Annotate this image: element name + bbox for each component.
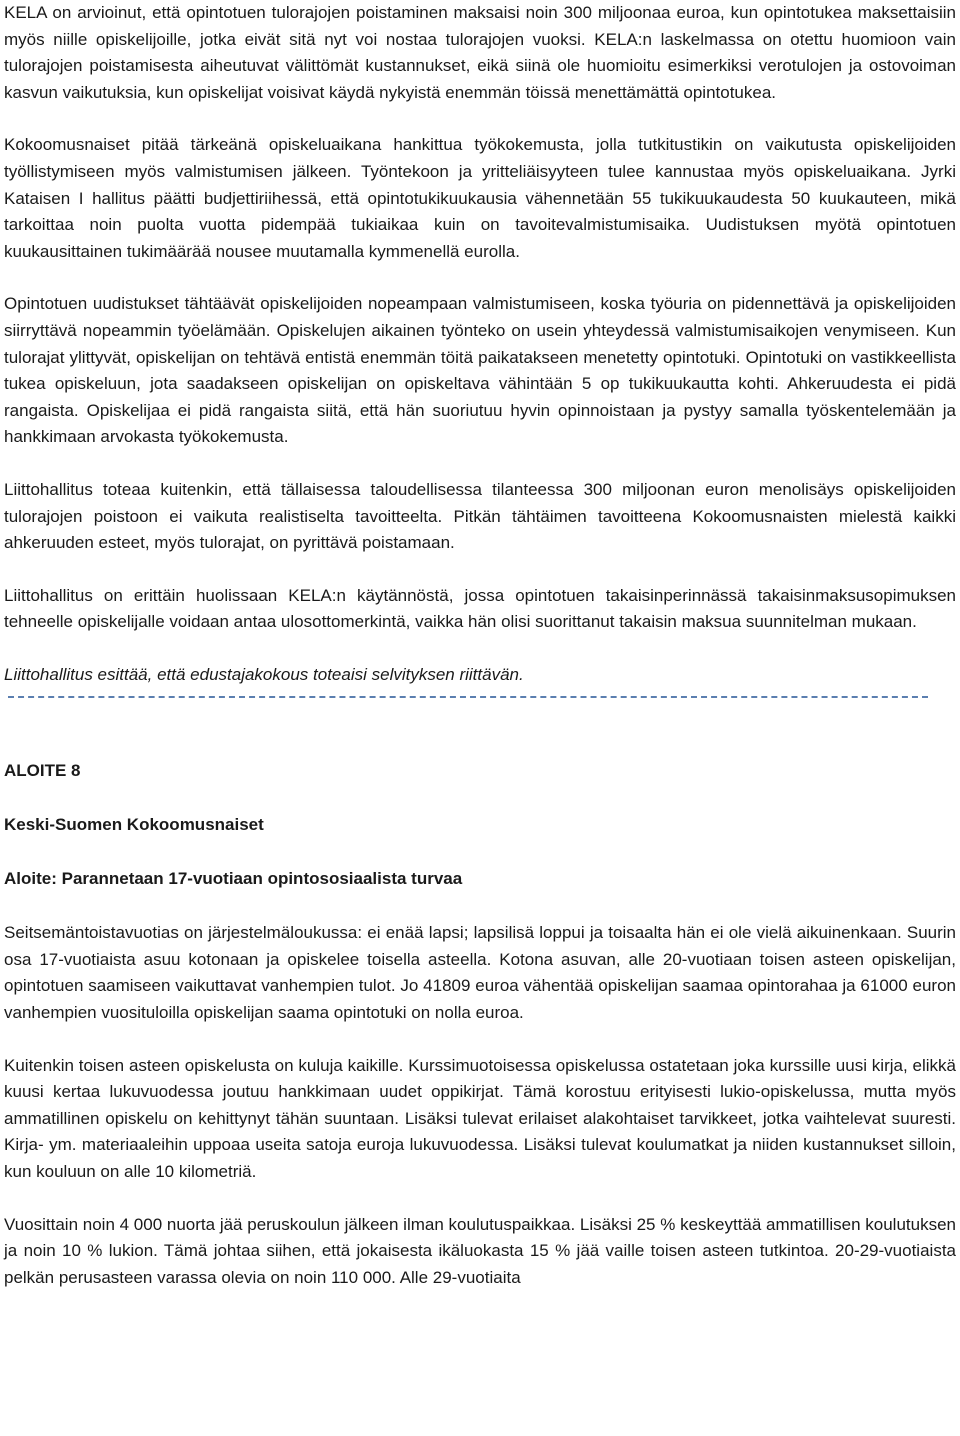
paragraph-dropout-stats: Vuosittain noin 4 000 nuorta jää peruskoulun jälkeen ilman koulutuspaikkaa. Lisäksi 25 % keskeyttää ammatillisen koulutuksen ja noin 10 % lukion. Tämä johtaa siihen, että jokaisesta ikäluokasta 15 % jää vaille toisen asteen tutkintoa. 20-29-vuotiaista pelkän perusasteen varassa olevia on noin 110 000. Alle 29-vuotiaita: [4, 1214, 956, 1287]
paragraph-seventeen-year-olds: Seitsemäntoistavuotias on järjestelmäloukussa: ei enää lapsi; lapsilisä loppui ja toisaalta hän ei ole vielä aikuinenkaan. Suurin osa 17-vuotiaista asuu kotonaan ja opiskelee toisella asteella. Kotona asuvan, alle 20-vuotiaan toisen asteen opiskelijan, opintotuen saamiseen vaikuttavat vanhempien tulot. Jo 41809 euroa vähentää opiskelijan saamaa opintorahaa ja 61000 euron vanhempien vuosituloilla opiskelijan saama opintotuki on nolla euroa.: [4, 923, 956, 1023]
paragraph-work-experience: Kokoomusnaiset pitää tärkeänä opiskeluaikana hankittua työkokemusta, jolla tutkitustikin on vaikutusta opiskelijoiden työllistymiseen myös valmistumisen jälkeen. Työntekoon ja yritteliäisyyteen tulee kannustaa myös opiskeluaikana. Jyrki Kataisen I hallitus päätti budjettiriihessä, että opintotukikuukausia vähennetään 55 tukikuukaudesta 50 kuukauteen, mikä tarkoittaa noin puolta vuotta pidempää tukiaikaa kuin on tavoitevalmistumisaika. Uudistuksen myötä opintotuen kuukausittainen tukimäärää nousee muutamalla kymmenellä eurolla.: [4, 135, 956, 261]
motion-title: Aloite: Parannetaan 17-vuotiaan opintososiaalista turvaa: [4, 868, 463, 888]
paragraph-tuloraja-cost: KELA on arvioinut, että opintotuen tulorajojen poistaminen maksaisi noin 300 miljoonaa euroa, kun opintotukea maksettaisiin myös niille opiskelijoille, jotka eivät sitä nyt voi nostaa tulorajojen vuoksi. KELA:n laskelmassa on otettu huomioon vain tulorajojen poistamisesta aiheutuvat välittömät kustannukset, eikä siinä ole huomioitu esimerkiksi verotulojen ja ostovoiman kasvun vaikutuksia, kun opiskelijat voisivat käydä nykyistä enemmän töissä menettämättä opintotukea.: [4, 3, 956, 102]
document-page: [4, 0, 956, 1291]
motion-proposer: Keski-Suomen Kokoomusnaiset: [4, 815, 264, 835]
section-divider: [8, 696, 928, 698]
paragraph-study-costs: Kuitenkin toisen asteen opiskelusta on kuluja kaikille. Kurssimuotoisessa opiskelussa ostatetaan joka kurssille uusi kirja, elikkä kuusi kertaa lukuvuodessa joutuu hankkimaan uudet oppikirjat. Tämä korostuu erityisesti lukio-opiskelussa, mutta myös ammatillinen opiskelu on kehittynyt tähän suuntaan. Lisäksi tulevat erilaiset alakohtaiset tarvikkeet, jotka vaihtelevat suuresti. Kirja- ym. materiaaleihin uppoaa useita satoja euroja lukuvuodessa. Lisäksi tulevat koulumatkat ja niiden kustannukset silloin, kun kouluun on alle 10 kilometriä.: [4, 1055, 956, 1181]
board-conclusion: Liittohallitus esittää, että edustajakokous toteaisi selvityksen riittävän.: [4, 664, 524, 684]
motion-header: [4, 758, 956, 892]
paragraph-board-statement: Liittohallitus toteaa kuitenkin, että tällaisessa taloudellisessa tilanteessa 300 miljoonan euron menolisäys opiskelijoiden tulorajojen poistoon ei vaikuta realistiselta tavoitteelta. Pitkän tähtäimen tavoitteena Kokoomusnaisten mielestä kaikki ahkeruuden esteet, myös tulorajat, on pyrittävä poistamaan.: [4, 479, 956, 553]
motion-number: ALOITE 8: [4, 761, 81, 781]
paragraph-reform-goals: Opintotuen uudistukset tähtäävät opiskelijoiden nopeampaan valmistumiseen, koska työuria on pidennettävä ja opiskelijoiden siirryttävä nopeammin työelämään. Opiskelujen aikainen työnteko on usein yhteydessä valmistumisaikojen venymiseen. Kun tulorajat ylittyvät, opiskelijan on tehtävä entistä enemmän töitä paikatakseen menetetty opintotuki. Opintotuki on vastikkeellista tukea opiskeluun, jota saadakseen opiskelijan on opiskeltava vähintään 5 op tukikuukautta kohti. Ahkeruudesta ei pidä rangaista. Opiskelijaa ei pidä rangaista siitä, että hän suoriutuu hyvin opinnoistaan ja pystyy samalla työskentelemään ja hankkimaan arvokasta työkokemusta.: [4, 294, 956, 447]
paragraph-kela-concern: Liittohallitus on erittäin huolissaan KELA:n käytännöstä, jossa opintotuen takaisinperinnässä takaisinmaksusopimuksen tehneelle opiskelijalle voidaan antaa ulosottomerkintä, vaikka hän olisi suorittanut takaisin maksua suunnitelman mukaan.: [4, 585, 956, 632]
